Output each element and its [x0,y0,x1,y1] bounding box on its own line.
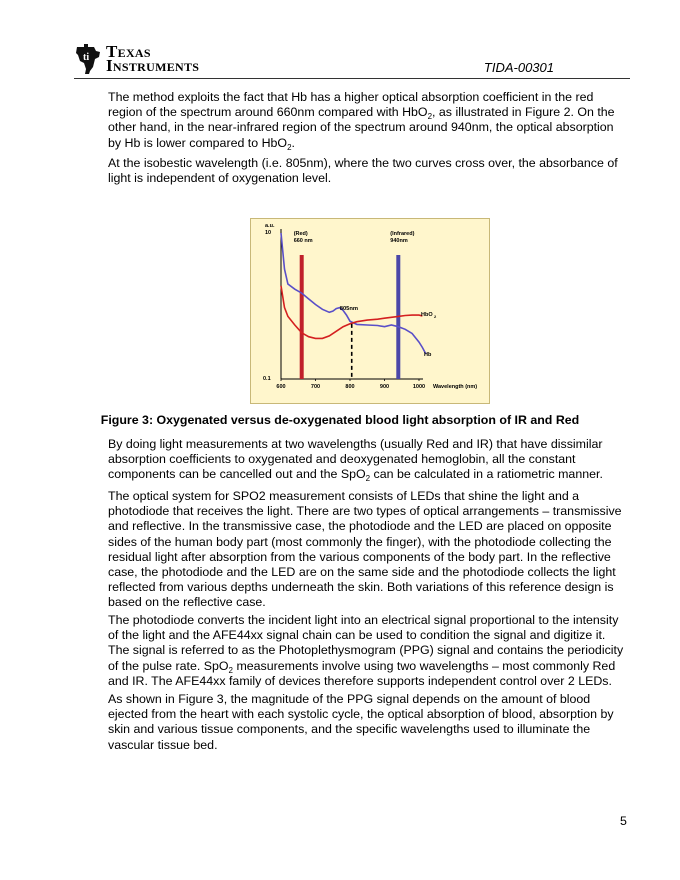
y-tick-label: 0.1 [263,376,271,382]
svg-text:ti: ti [83,52,90,63]
x-tick-label: 900 [379,384,390,390]
header-rule [74,78,630,79]
x-axis-label: Wavelength (nm) [433,384,478,390]
x-tick-label: 800 [345,384,355,390]
paragraph-4: The optical system for SPO2 measurement consists of LEDs that shine the light and a photodiode that receives the light. There are two types of optical arrangements – transmissive and reflective. In the transmissive case, the photodiode and the LED are placed on opposite sides of the human body part (most commonly the finger), with the photodiode collecting the residual light after absorption from the various components of the body part. In the reflective case, the photodiode and the LED are on the same side and the photodiode collects the light reflected from various depths underneath the skin. Both variations of this reference design is based on the reflective case. [108,489,622,610]
y-axis-label: a.u. [265,223,275,229]
marker-label-top: (Infrared) [390,231,415,237]
logo-line2: Instruments [106,56,200,75]
page-number: 5 [620,814,627,828]
ti-logo-icon [74,43,102,75]
x-tick-label: 600 [276,384,286,390]
ti-logo [74,42,199,76]
y-tick-label: 10 [265,230,272,236]
paragraph-6: As shown in Figure 3, the magnitude of the PPG signal depends on the amount of blood ejected from the heart with each systolic cycle, the optical absorption of blood, absorption by skin and various tissue components, and the specific wavelengths used to illuminate the vascular tissue bed. [108,692,614,752]
paragraph-1: The method exploits the fact that Hb has a higher optical absorption coefficient in the red region of the spectrum around 660nm compared with HbO$_2$, as illustrated in Figure 2. On the other hand, in the near-infrared region of the spectrum around 940nm, the optical absorption by Hb is lower compared to HbO$_2$. [108,90,615,152]
series-label-hbo2-sub: 2 [434,313,437,319]
document-id: TIDA-00301 [483,60,554,75]
marker-label-top: (Red) [293,231,308,237]
paragraph-5: The photodiode converts the incident light into an electrical signal proportional to the intensity of the light and the AFE44xx signal chain can be used to condition the signal and digitize it. The signal is referred to as the Photoplethysmogram (PPG) signal and contains the periodicity of the pulse rate. SpO$_2$ measurements involve using two wavelengths – most commonly Red and IR. The AFE44xx family of devices therefore supports independent control over 2 LEDs. [108,613,624,688]
absorption-chart [250,218,490,404]
page-header [74,40,630,78]
x-tick-label: 700 [310,384,321,390]
x-tick-label: 1000 [412,384,426,390]
paragraph-3: By doing light measurements at two wavelengths (usually Red and IR) that have dissimilar absorption coefficients to oxygenated and deoxygenated hemoglobin, all the constant components can be cancelled out and the SpO$_2$ can be calculated in a ratiometric manner. [108,437,603,484]
marker-label-bottom: 940nm [390,238,408,244]
series-label-hb: Hb [424,352,432,359]
paragraph-2: At the isobestic wavelength (i.e. 805nm), where the two curves cross over, the absorbance of light is independent of oxygenation level. [108,156,618,186]
series-label-hbo2: HbO [421,311,433,318]
chart-svg [251,219,489,403]
wavelength-marker-0 [300,255,304,379]
logo-line1: Texas [106,42,151,61]
marker-label-bottom: 660 nm [293,238,313,244]
isobestic-label: 805nm [339,305,359,312]
figure-caption: Figure 3: Oxygenated versus de-oxygenated blood light absorption of IR and Red [100,413,580,427]
